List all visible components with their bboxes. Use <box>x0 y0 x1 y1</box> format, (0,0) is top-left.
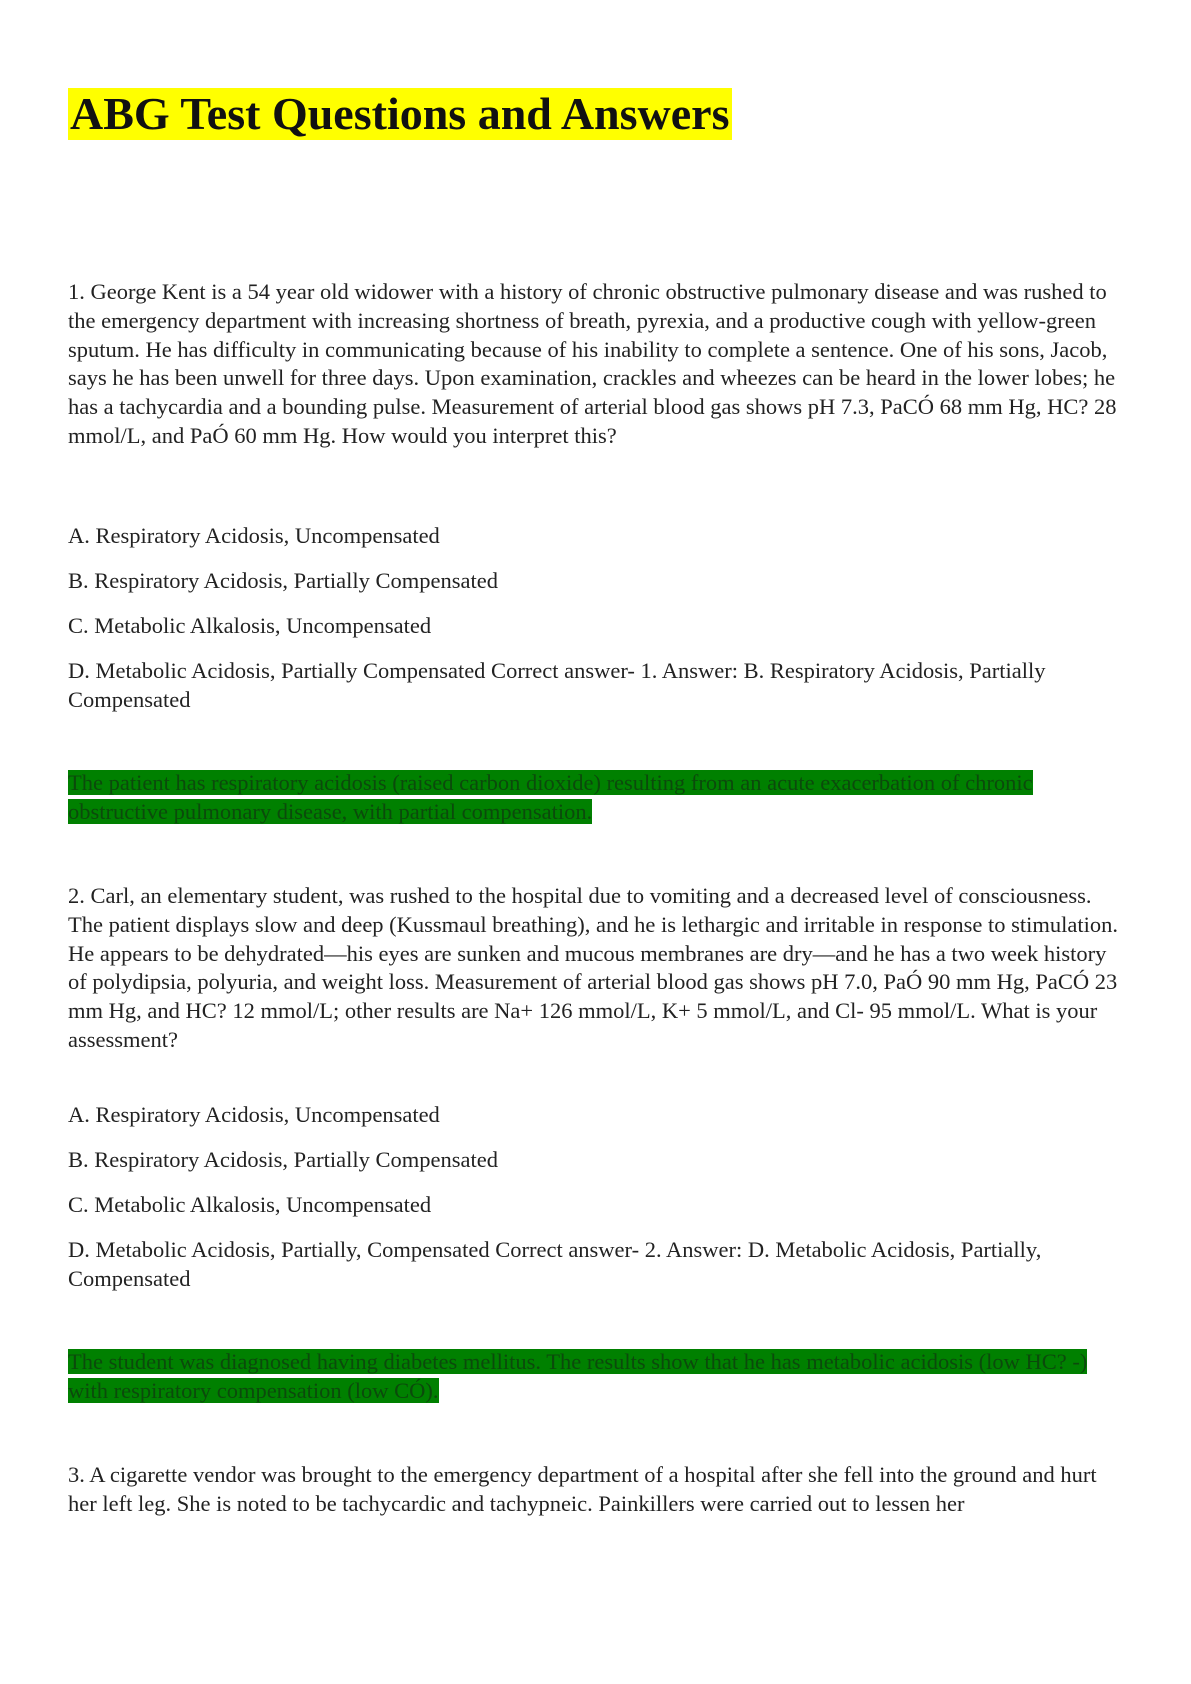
question-1-text: 1. George Kent is a 54 year old widower with a history of chronic obstructive pulmonary disease and was rushed to the emergency department with increasing shortness of breath, pyrexia, and a productive cough with yellow-green sputum. He has difficulty in communicating because of his inability to complete a sentence. One of his sons, Jacob, says he has been unwell for three days. Upon examination, crackles and wheezes can be heard in the lower lobes; he has a tachycardia and a bounding pulse. Measurement of arterial blood gas shows pH 7.3, PaCÓ 68 mm Hg, HC? 28 mmol/L, and PaÓ 60 mm Hg. How would you interpret this? <box>68 279 1117 448</box>
question-3-text: 3. A cigarette vendor was brought to the emergency department of a hospital after she fell into the ground and hurt her left leg. She is noted to be tachycardic and tachypneic. Painkillers were carried out to lessen her <box>68 1462 1097 1516</box>
page-title: ABG Test Questions and Answers <box>70 88 730 139</box>
question-2-explanation-text: The student was diagnosed having diabetes mellitus. The results show that he has metabolic acidosis (low HC? -) with respiratory compensation (low CÓ). <box>68 1349 1088 1403</box>
question-2-explanation <box>68 1348 1130 1406</box>
question-2-option-c: C. Metabolic Alkalosis, Uncompensated <box>68 1192 432 1217</box>
question-2-option-b: B. Respiratory Acidosis, Partially Compensated <box>68 1147 498 1172</box>
question-1-option-a: A. Respiratory Acidosis, Uncompensated <box>68 523 440 548</box>
question-1-explanation-text: The patient has respiratory acidosis (raised carbon dioxide) resulting from an acute exacerbation of chronic obstructive pulmonary disease, with partial compensation. <box>68 770 1033 824</box>
question-1-option-b: B. Respiratory Acidosis, Partially Compensated <box>68 568 498 593</box>
question-1-option-c: C. Metabolic Alkalosis, Uncompensated <box>68 613 432 638</box>
question-1-explanation <box>68 769 1130 827</box>
question-1-option-d: D. Metabolic Acidosis, Partially Compensated Correct answer- 1. Answer: B. Respiratory Acidosis, Partially Compensated <box>68 658 1046 712</box>
question-2-option-d: D. Metabolic Acidosis, Partially, Compensated Correct answer- 2. Answer: D. Metabolic Acidosis, Partially, Compensated <box>68 1237 1042 1291</box>
question-2-option-a: A. Respiratory Acidosis, Uncompensated <box>68 1102 440 1127</box>
question-2-text: 2. Carl, an elementary student, was rushed to the hospital due to vomiting and a decreased level of consciousness. The patient displays slow and deep (Kussmaul breathing), and he is lethargic and irritable in response to stimulation. He appears to be dehydrated—his eyes are sunken and mucous membranes are dry—and he has a two week history of polydipsia, polyuria, and weight loss. Measurement of arterial blood gas shows pH 7.0, PaÓ 90 mm Hg, PaCÓ 23 mm Hg, and HC? 12 mmol/L; other results are Na+ 126 mmol/L, K+ 5 mmol/L, and Cl- 95 mmol/L. What is your assessment? <box>68 883 1118 1052</box>
